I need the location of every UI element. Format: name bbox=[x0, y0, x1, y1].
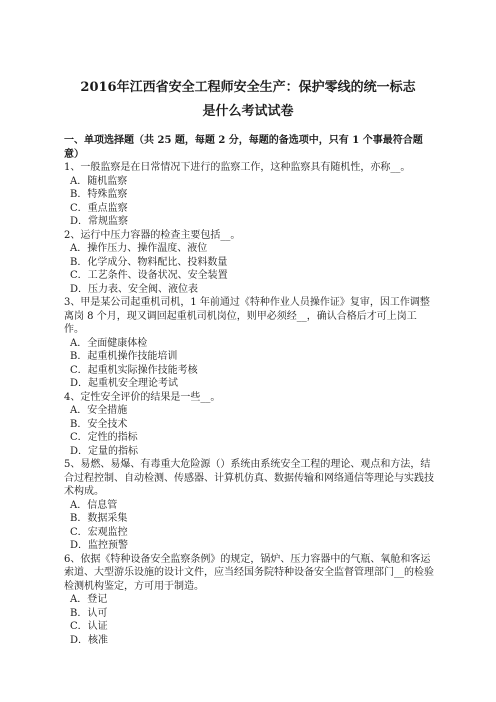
option-b: B．安全技术 bbox=[70, 418, 128, 430]
option-d: D．核准 bbox=[70, 634, 109, 646]
option-a: A．随机监察 bbox=[70, 175, 128, 187]
document-body bbox=[64, 134, 436, 647]
question-4 bbox=[64, 391, 436, 459]
option-b: B．化学成分、物料配比、投料数量 bbox=[70, 256, 228, 268]
option-d: D．压力表、安全阀、液位表 bbox=[70, 283, 199, 295]
option-c: C．起重机实际操作技能考核 bbox=[70, 364, 198, 376]
option-c: C．认证 bbox=[70, 621, 108, 632]
question-5 bbox=[64, 458, 436, 553]
option-a: A．全面健康体检 bbox=[70, 337, 148, 349]
question-text: 6、依据《特种设备安全监察条例》的规定，锅炉、压力容器中的气瓶、氧舱和客运索道、大型游乐设施的设计文件，应当经国务院特种设备安全监督管理部门__的检验检测机构鉴定，方可用于制造。 bbox=[64, 553, 434, 592]
question-text: 3、甲是某公司起重机司机，1 年前通过《特种作业人员操作证》复审，因工作调整离岗 8 个月，现又调回起重机司机岗位，则甲必须经__，确认合格后才可上岗工作。 bbox=[64, 297, 430, 335]
question-1 bbox=[64, 161, 436, 229]
option-a: A．操作压力、操作温度、液位 bbox=[70, 243, 208, 254]
section-heading: 一、单项选择题（共 25 题，每题 2 分，每题的备选项中，只有 1 个事最符合题意） bbox=[64, 135, 423, 160]
option-b: B．起重机操作技能培训 bbox=[70, 351, 178, 362]
option-a: A．登记 bbox=[70, 594, 108, 605]
option-d: D．常规监察 bbox=[70, 216, 129, 227]
option-c: C．定性的指标 bbox=[70, 432, 138, 443]
option-a: A．安全措施 bbox=[70, 405, 128, 416]
option-d: D．起重机安全理论考试 bbox=[70, 378, 179, 389]
option-b: B．数据采集 bbox=[70, 513, 128, 524]
document-title-line1: 2016年江西省安全工程师安全生产：保护零线的统一标志 bbox=[80, 80, 416, 95]
option-c: C．工艺条件、设备状况、安全装置 bbox=[70, 270, 228, 281]
document-title-line2: 是什么考试试卷 bbox=[202, 104, 294, 119]
question-6 bbox=[64, 553, 436, 648]
question-text: 2、运行中压力容器的检查主要包括__。 bbox=[64, 229, 241, 241]
question-text: 5、易燃、易爆、有毒重大危险源（）系统由系统安全工程的理论、观点和方法，结合过程控制、自动检测、传感器、计算机仿真、数据传输和网络通信等理论与实践技术构成。 bbox=[64, 459, 434, 497]
question-3 bbox=[64, 296, 436, 391]
question-text: 4、定性安全评价的结果是一些__。 bbox=[64, 391, 221, 403]
option-c: C．宏观监控 bbox=[70, 526, 128, 538]
option-b: B．特殊监察 bbox=[70, 189, 128, 200]
option-b: B．认可 bbox=[70, 607, 108, 619]
option-d: D．监控预警 bbox=[70, 540, 129, 551]
question-2 bbox=[64, 229, 436, 297]
option-d: D．定量的指标 bbox=[70, 445, 139, 457]
question-text: 1、一般监察是在日常情况下进行的监察工作，这种监察具有随机性，亦称__。 bbox=[64, 162, 411, 173]
option-c: C．重点监察 bbox=[70, 202, 128, 214]
option-a: A．信息管 bbox=[70, 499, 118, 511]
